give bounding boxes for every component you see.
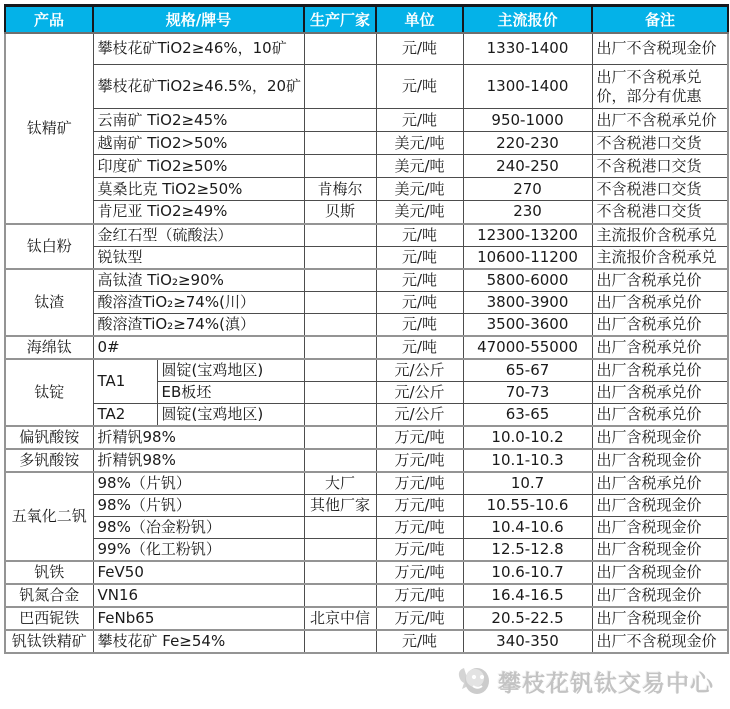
cell-maker bbox=[304, 336, 376, 359]
cell-spec: FeNb65 bbox=[93, 607, 304, 630]
table-row bbox=[5, 516, 728, 538]
cell-spec: 金红石型（硫酸法） bbox=[93, 224, 304, 247]
cell-note: 出厂含税承兑价 bbox=[592, 269, 728, 292]
header-cell-spec: 规格/牌号 bbox=[93, 6, 304, 33]
cell-spec: 酸溶渣TiO₂≥74%(滇） bbox=[93, 313, 304, 336]
cell-note: 不含税港口交货 bbox=[592, 178, 728, 201]
cell-unit: 美元/吨 bbox=[376, 201, 463, 224]
cell-unit: 元/公斤 bbox=[376, 359, 463, 382]
cell-product: 偏钒酸铵 bbox=[5, 426, 93, 449]
cell-unit: 万元/吨 bbox=[376, 494, 463, 516]
cell-maker bbox=[304, 291, 376, 313]
cell-product: 海绵钛 bbox=[5, 336, 93, 359]
cell-note: 不含税港口交货 bbox=[592, 132, 728, 155]
cell-price: 3500-3600 bbox=[463, 313, 592, 336]
header-row bbox=[5, 6, 728, 33]
table-row bbox=[5, 313, 728, 336]
cell-note: 出厂含税承兑价 bbox=[592, 403, 728, 426]
cell-unit: 美元/吨 bbox=[376, 132, 463, 155]
cell-product: 五氧化二钒 bbox=[5, 472, 93, 561]
cell-price: 270 bbox=[463, 178, 592, 201]
cell-price: 1300-1400 bbox=[463, 65, 592, 109]
cell-maker bbox=[304, 246, 376, 269]
cell-price: 10.1-10.3 bbox=[463, 449, 592, 472]
cell-note: 出厂含税现金价 bbox=[592, 426, 728, 449]
cell-unit: 元/吨 bbox=[376, 269, 463, 292]
cell-spec-a: TA1 bbox=[93, 359, 157, 404]
cell-note: 出厂不含税承兑价 bbox=[592, 109, 728, 132]
cell-price: 950-1000 bbox=[463, 109, 592, 132]
cell-maker bbox=[304, 449, 376, 472]
cell-maker bbox=[304, 33, 376, 65]
cell-note: 出厂含税现金价 bbox=[592, 516, 728, 538]
table-row bbox=[5, 132, 728, 155]
cell-product: 钛锭 bbox=[5, 359, 93, 426]
cell-price: 10.0-10.2 bbox=[463, 426, 592, 449]
cell-maker bbox=[304, 132, 376, 155]
cell-note: 出厂含税现金价 bbox=[592, 538, 728, 561]
cell-spec: 锐钛型 bbox=[93, 246, 304, 269]
table-row bbox=[5, 33, 728, 65]
table-row bbox=[5, 155, 728, 178]
cell-spec-a: TA2 bbox=[93, 403, 157, 426]
cell-note: 出厂含税承兑价 bbox=[592, 313, 728, 336]
cell-note: 不含税港口交货 bbox=[592, 155, 728, 178]
cell-price: 70-73 bbox=[463, 381, 592, 403]
header-cell-product: 产品 bbox=[5, 6, 93, 33]
table-row bbox=[5, 336, 728, 359]
footer bbox=[4, 654, 730, 709]
table-row bbox=[5, 178, 728, 201]
cell-product: 多钒酸铵 bbox=[5, 449, 93, 472]
cell-product: 巴西铌铁 bbox=[5, 607, 93, 630]
cell-note: 出厂含税现金价 bbox=[592, 494, 728, 516]
cell-product: 钛白粉 bbox=[5, 224, 93, 269]
cell-note: 出厂含税承兑价 bbox=[592, 336, 728, 359]
cell-maker: 肯梅尔 bbox=[304, 178, 376, 201]
cell-price: 16.4-16.5 bbox=[463, 584, 592, 607]
cell-spec: 酸溶渣TiO₂≥74%(川） bbox=[93, 291, 304, 313]
table-row bbox=[5, 561, 728, 584]
cell-maker bbox=[304, 403, 376, 426]
cell-price: 10.7 bbox=[463, 472, 592, 495]
cell-unit: 元/吨 bbox=[376, 33, 463, 65]
cell-spec: 越南矿 TiO2>50% bbox=[93, 132, 304, 155]
cell-spec: VN16 bbox=[93, 584, 304, 607]
cell-spec: 印度矿 TiO2≥50% bbox=[93, 155, 304, 178]
cell-unit: 元/公斤 bbox=[376, 403, 463, 426]
cell-unit: 元/吨 bbox=[376, 336, 463, 359]
cell-spec: 莫桑比克 TiO2≥50% bbox=[93, 178, 304, 201]
cell-price: 47000-55000 bbox=[463, 336, 592, 359]
price-table bbox=[4, 4, 729, 654]
cell-unit: 美元/吨 bbox=[376, 155, 463, 178]
cell-unit: 万元/吨 bbox=[376, 472, 463, 495]
cell-maker bbox=[304, 584, 376, 607]
cell-note: 出厂不含税承兑价，部分有优惠 bbox=[592, 65, 728, 109]
cell-note: 出厂含税现金价 bbox=[592, 449, 728, 472]
cell-price: 10600-11200 bbox=[463, 246, 592, 269]
cell-maker bbox=[304, 426, 376, 449]
cell-product: 钛精矿 bbox=[5, 33, 93, 224]
table-row bbox=[5, 538, 728, 561]
table-header bbox=[5, 6, 728, 33]
cell-product: 钛渣 bbox=[5, 269, 93, 336]
cell-price: 5800-6000 bbox=[463, 269, 592, 292]
cell-note: 出厂含税承兑价 bbox=[592, 472, 728, 495]
cell-spec-b: 圆锭(宝鸡地区) bbox=[157, 359, 304, 382]
table-row bbox=[5, 472, 728, 495]
table-row bbox=[5, 246, 728, 269]
cell-spec: 99%（化工粉钒） bbox=[93, 538, 304, 561]
cell-price: 10.6-10.7 bbox=[463, 561, 592, 584]
table-row bbox=[5, 607, 728, 630]
cell-maker bbox=[304, 630, 376, 653]
table-row bbox=[5, 426, 728, 449]
cell-maker bbox=[304, 224, 376, 247]
table-row bbox=[5, 494, 728, 516]
cell-unit: 美元/吨 bbox=[376, 178, 463, 201]
cell-spec: 0# bbox=[93, 336, 304, 359]
table-row bbox=[5, 359, 728, 382]
cell-price: 240-250 bbox=[463, 155, 592, 178]
cell-unit: 万元/吨 bbox=[376, 538, 463, 561]
cell-unit: 万元/吨 bbox=[376, 449, 463, 472]
cell-maker bbox=[304, 538, 376, 561]
cell-unit: 元/吨 bbox=[376, 291, 463, 313]
brand-logo bbox=[455, 665, 714, 698]
cell-note: 不含税港口交货 bbox=[592, 201, 728, 224]
cell-spec: 云南矿 TiO2≥45% bbox=[93, 109, 304, 132]
cell-maker bbox=[304, 155, 376, 178]
cell-maker bbox=[304, 109, 376, 132]
cell-maker bbox=[304, 269, 376, 292]
cell-unit: 元/吨 bbox=[376, 65, 463, 109]
cell-spec: 攀枝花矿TiO2≥46.5%，20矿 bbox=[93, 65, 304, 109]
cell-unit: 元/吨 bbox=[376, 246, 463, 269]
cell-note: 出厂含税现金价 bbox=[592, 561, 728, 584]
cell-price: 12.5-12.8 bbox=[463, 538, 592, 561]
cell-spec-b: 圆锭(宝鸡地区) bbox=[157, 403, 304, 426]
table-row bbox=[5, 291, 728, 313]
header-cell-price: 主流报价 bbox=[463, 6, 592, 33]
table-row bbox=[5, 403, 728, 426]
cell-spec: 98%（片钒） bbox=[93, 494, 304, 516]
cell-maker bbox=[304, 359, 376, 382]
cell-price: 10.55-10.6 bbox=[463, 494, 592, 516]
cell-price: 65-67 bbox=[463, 359, 592, 382]
cell-product: 钒钛铁精矿 bbox=[5, 630, 93, 653]
cell-price: 230 bbox=[463, 201, 592, 224]
cell-price: 220-230 bbox=[463, 132, 592, 155]
cell-price: 63-65 bbox=[463, 403, 592, 426]
cell-note: 出厂含税承兑价 bbox=[592, 291, 728, 313]
cell-maker: 大厂 bbox=[304, 472, 376, 495]
mascot-logo-icon bbox=[455, 665, 491, 697]
cell-price: 20.5-22.5 bbox=[463, 607, 592, 630]
cell-price: 1330-1400 bbox=[463, 33, 592, 65]
cell-spec: 攀枝花矿TiO2≥46%，10矿 bbox=[93, 33, 304, 65]
cell-unit: 万元/吨 bbox=[376, 561, 463, 584]
header-cell-unit: 单位 bbox=[376, 6, 463, 33]
cell-maker bbox=[304, 381, 376, 403]
cell-maker bbox=[304, 516, 376, 538]
brand-text: 攀枝花钒钛交易中心 bbox=[498, 670, 714, 697]
cell-spec: FeV50 bbox=[93, 561, 304, 584]
cell-note: 主流报价含税承兑 bbox=[592, 224, 728, 247]
cell-note: 出厂含税现金价 bbox=[592, 607, 728, 630]
cell-note: 出厂含税承兑价 bbox=[592, 359, 728, 382]
cell-note: 出厂不含税现金价 bbox=[592, 630, 728, 653]
cell-note: 出厂含税现金价 bbox=[592, 584, 728, 607]
table-row bbox=[5, 630, 728, 653]
price-table-body bbox=[5, 33, 728, 653]
cell-spec: 折精钒98% bbox=[93, 426, 304, 449]
cell-product: 钒铁 bbox=[5, 561, 93, 584]
cell-spec-b: EB板坯 bbox=[157, 381, 304, 403]
cell-price: 12300-13200 bbox=[463, 224, 592, 247]
cell-product: 钒氮合金 bbox=[5, 584, 93, 607]
table-row bbox=[5, 201, 728, 224]
table-row bbox=[5, 65, 728, 109]
table-row bbox=[5, 449, 728, 472]
cell-unit: 万元/吨 bbox=[376, 516, 463, 538]
header-cell-maker: 生产厂家 bbox=[304, 6, 376, 33]
cell-spec: 攀枝花矿 Fe≥54% bbox=[93, 630, 304, 653]
cell-maker: 贝斯 bbox=[304, 201, 376, 224]
cell-price: 340-350 bbox=[463, 630, 592, 653]
cell-spec: 高钛渣 TiO₂≥90% bbox=[93, 269, 304, 292]
cell-note: 主流报价含税承兑 bbox=[592, 246, 728, 269]
header-cell-note: 备注 bbox=[592, 6, 728, 33]
cell-unit: 元/公斤 bbox=[376, 381, 463, 403]
cell-unit: 元/吨 bbox=[376, 313, 463, 336]
cell-note: 出厂不含税现金价 bbox=[592, 33, 728, 65]
cell-maker: 北京中信 bbox=[304, 607, 376, 630]
cell-maker bbox=[304, 313, 376, 336]
cell-spec: 98%（冶金粉钒） bbox=[93, 516, 304, 538]
table-row bbox=[5, 224, 728, 247]
cell-maker bbox=[304, 561, 376, 584]
cell-spec: 折精钒98% bbox=[93, 449, 304, 472]
cell-maker: 其他厂家 bbox=[304, 494, 376, 516]
cell-unit: 元/吨 bbox=[376, 109, 463, 132]
cell-unit: 万元/吨 bbox=[376, 584, 463, 607]
cell-price: 10.4-10.6 bbox=[463, 516, 592, 538]
cell-unit: 万元/吨 bbox=[376, 607, 463, 630]
cell-note: 出厂含税承兑价 bbox=[592, 381, 728, 403]
cell-spec: 肯尼亚 TiO2≥49% bbox=[93, 201, 304, 224]
cell-unit: 元/吨 bbox=[376, 630, 463, 653]
table-row bbox=[5, 109, 728, 132]
cell-unit: 万元/吨 bbox=[376, 426, 463, 449]
cell-unit: 元/吨 bbox=[376, 224, 463, 247]
table-row bbox=[5, 584, 728, 607]
cell-price: 3800-3900 bbox=[463, 291, 592, 313]
cell-spec: 98%（片钒） bbox=[93, 472, 304, 495]
table-row bbox=[5, 269, 728, 292]
cell-maker bbox=[304, 65, 376, 109]
